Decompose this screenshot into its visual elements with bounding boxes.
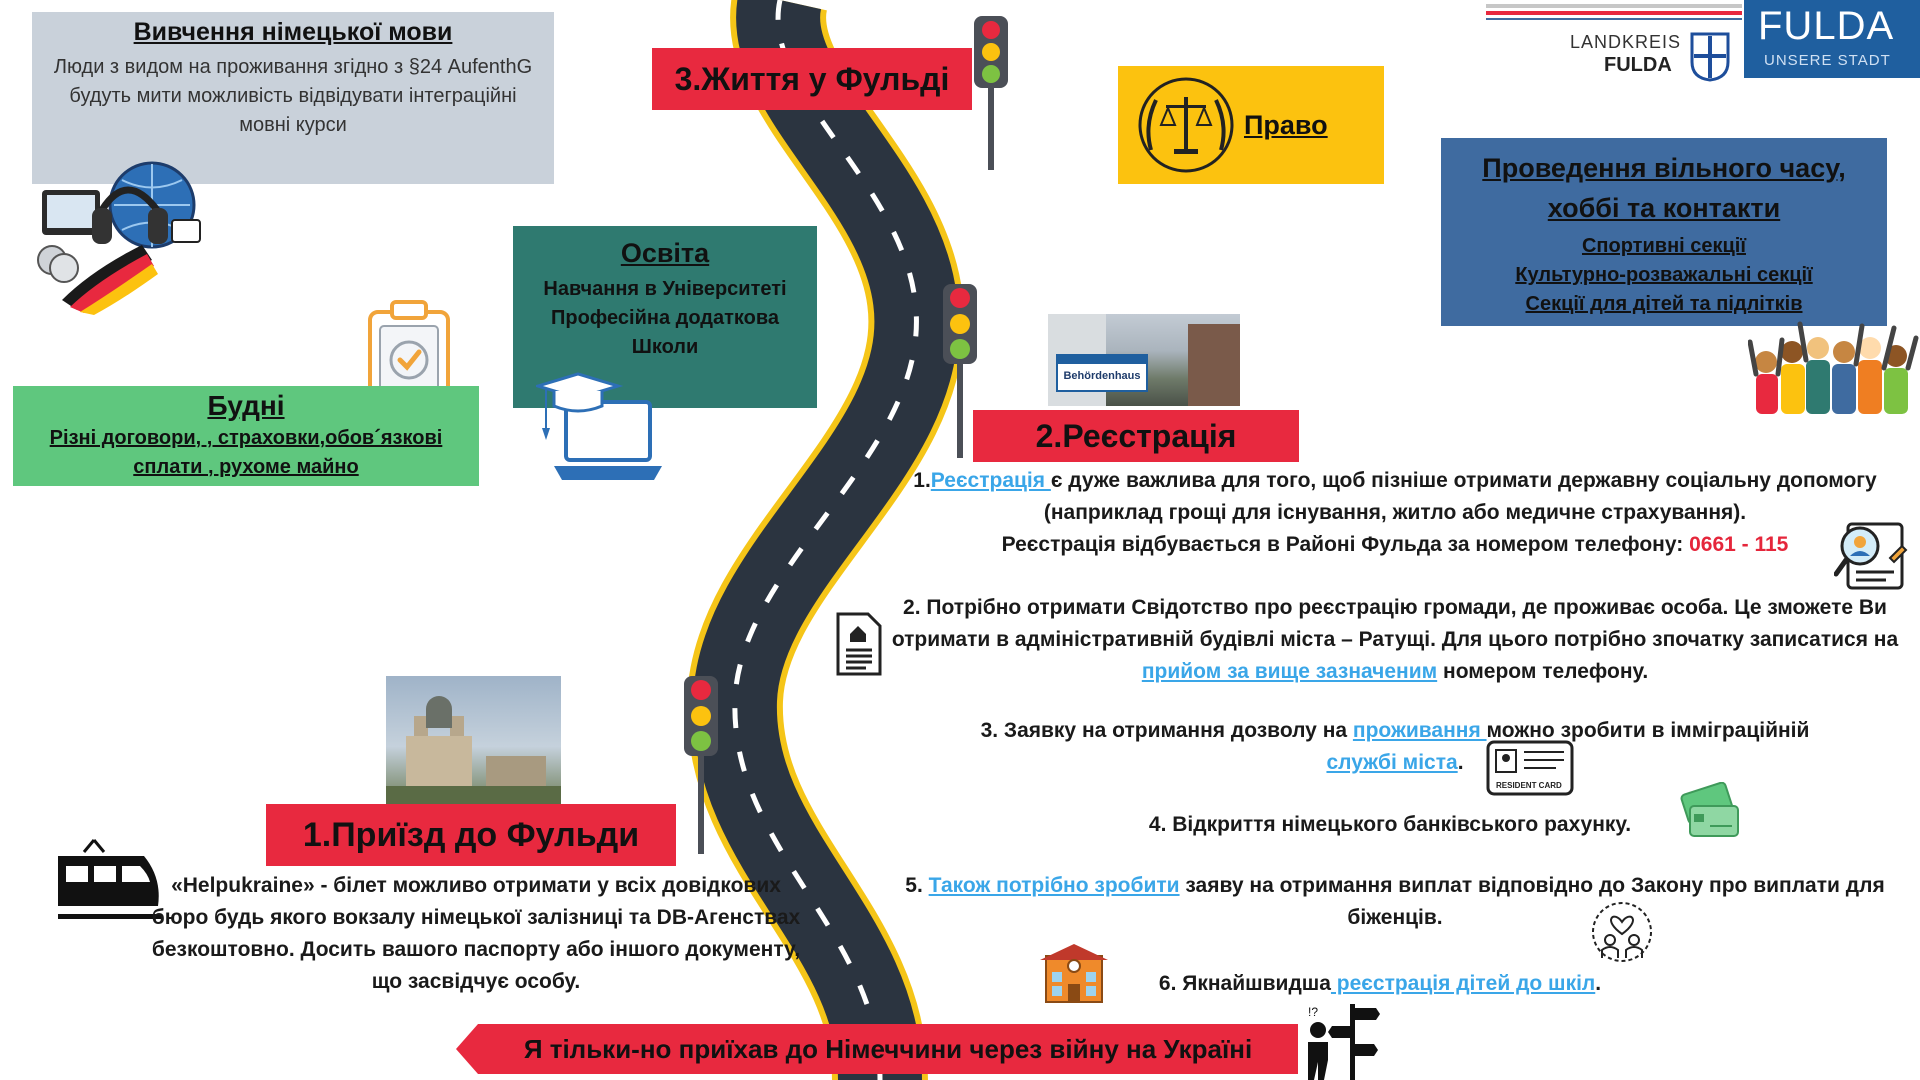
- step-3-text: [890, 715, 1900, 779]
- scales-of-justice-icon: [1136, 75, 1236, 175]
- language-learning-icon: [32, 150, 202, 315]
- step-3-body: 3. Заявку на отримання дозволу на: [980, 719, 1353, 742]
- registration-banner: [973, 410, 1299, 462]
- step-2-body: 2. Потрібно отримати Свідотство про реєстрацію громади, де проживає особа. Це зможете Ви отримати в адміністративній будівлі міста – Ратущі. Для цього потрібно зпочатку записатися на: [891, 596, 1899, 651]
- everyday-title[interactable]: Будні: [207, 390, 285, 421]
- step-3-mid: можно зробити в імміграційній: [1486, 719, 1810, 742]
- step-6-tail: .: [1595, 972, 1602, 995]
- landkreis-line1: LANDKREIS: [1570, 32, 1682, 52]
- document-icon: [836, 612, 882, 676]
- start-banner-text: Я тільки-но приїхав до Німеччини через війну на Україні: [523, 1033, 1253, 1064]
- step-6-text: [1110, 968, 1650, 1000]
- education-title[interactable]: Освіта: [620, 238, 710, 268]
- step-3-tail: .: [1457, 751, 1464, 774]
- fulda-logo-sub: UNSERE STADT: [1764, 52, 1891, 69]
- admin-building-photo: [1048, 314, 1240, 406]
- registration-title: 2.Реєстрація: [1035, 417, 1237, 454]
- life-in-fulda-banner: [652, 48, 972, 110]
- german-course-title: Вивчення німецької мови: [133, 18, 453, 46]
- step-6-body: 6. Якнайшвидша: [1158, 972, 1331, 995]
- coat-of-arms-icon: [1690, 32, 1730, 82]
- step-5-prefix: 5.: [905, 874, 929, 897]
- traffic-light-icon: [968, 16, 1014, 170]
- life-in-fulda-title: 3.Життя у Фульді: [674, 60, 950, 97]
- resident-card-icon: [1486, 740, 1574, 796]
- leisure-box: [1441, 138, 1887, 326]
- phone-number[interactable]: 0661 - 115: [1689, 533, 1789, 556]
- search-person-icon: [1834, 518, 1908, 594]
- landkreis-fulda-logo: [1570, 30, 1740, 84]
- arrival-banner: [266, 804, 676, 866]
- step-1-text: [890, 465, 1900, 561]
- school-building-icon: [1038, 942, 1110, 1004]
- step-1-prefix: 1.: [913, 469, 931, 492]
- education-line-professional: Професійна додаткова: [550, 307, 780, 329]
- leisure-item-sports[interactable]: Спортивні секції: [1581, 235, 1746, 257]
- fulda-city-logo: [1744, 0, 1920, 78]
- cathedral-photo: [386, 676, 561, 804]
- step-2-tail: номером телефону.: [1437, 660, 1649, 683]
- registration-link[interactable]: Реєстрація: [930, 469, 1051, 492]
- residence-link[interactable]: проживання: [1352, 719, 1487, 742]
- step-5-text: [890, 870, 1900, 934]
- header-stripes: [1486, 4, 1742, 20]
- school-registration-link[interactable]: реєстрація дітей до шкіл: [1330, 972, 1596, 995]
- train-icon: [54, 838, 164, 926]
- step-1-body: є дуже важлива для того, щоб пізніше отримати державну соціальну допомогу (наприклад грощі для існування, житло або медичне страхування).: [1043, 469, 1877, 524]
- education-line-university: Навчання в Університеті: [543, 278, 787, 300]
- svg-text:!?: !?: [1308, 1005, 1319, 1019]
- arrival-body: «Helpukraine» - білет можливо отримати у всіх довідкових бюро будь якого вокзалу німецької залізниці та DB-Агенствах безкоштовно. Досить вашого паспорту або іншого документу, що засвідчує особу.: [151, 874, 801, 993]
- city-service-link[interactable]: службі міста: [1326, 751, 1458, 774]
- step-1-phone-intro: Реєстрація відбувається в Районі Фульда за номером телефону:: [1001, 533, 1690, 556]
- people-group-icon: [1748, 318, 1920, 414]
- start-banner: [478, 1024, 1298, 1074]
- laptop-graduation-icon: [536, 372, 666, 486]
- family-care-icon: [1590, 900, 1654, 964]
- appointment-link[interactable]: прийом за вище зазначеним: [1141, 660, 1438, 683]
- building-sign-text: Behördenhaus: [1063, 370, 1141, 382]
- fulda-logo-text: FULDA: [1758, 4, 1895, 48]
- german-course-text: Люди з видом на проживання згідно з §24 AufenthG будуть мити можливість відвідувати інтеграційні мовні курси: [53, 56, 533, 136]
- building-sign: [1056, 354, 1148, 392]
- landkreis-line2: FULDA: [1604, 54, 1672, 76]
- everyday-text[interactable]: Різні договори, , страховки,обов´язкові сплати , рухоме майно: [49, 427, 443, 478]
- step-5-body: заяву на отримання виплат відповідно до Закону про виплати для біженців.: [1179, 874, 1885, 929]
- bank-card-icon: [1680, 782, 1740, 842]
- step-2-text: [890, 592, 1900, 688]
- leisure-item-culture[interactable]: Культурно-розважальні секції: [1515, 264, 1813, 286]
- arrival-title: 1.Приїзд до Фульди: [302, 815, 640, 854]
- leisure-item-children[interactable]: Секції для дітей та підлітків: [1525, 293, 1803, 315]
- everyday-box: [13, 386, 479, 486]
- law-label[interactable]: Право: [1244, 109, 1328, 140]
- education-line-schools: Школи: [631, 336, 699, 358]
- leisure-title[interactable]: Проведення вільного часу, хоббі та контакти: [1482, 153, 1846, 223]
- payments-link[interactable]: Також потрібно зробити: [928, 874, 1180, 897]
- resident-card-label: RESIDENT CARD: [1496, 781, 1562, 790]
- step-4-body: 4. Відкриття німецького банківського рахунку.: [1148, 813, 1632, 836]
- step-4-text: [1100, 809, 1680, 841]
- traffic-light-icon: [678, 676, 724, 854]
- arrival-text: [150, 870, 802, 998]
- confused-person-signpost-icon: [1300, 1000, 1380, 1080]
- law-box[interactable]: [1118, 66, 1384, 184]
